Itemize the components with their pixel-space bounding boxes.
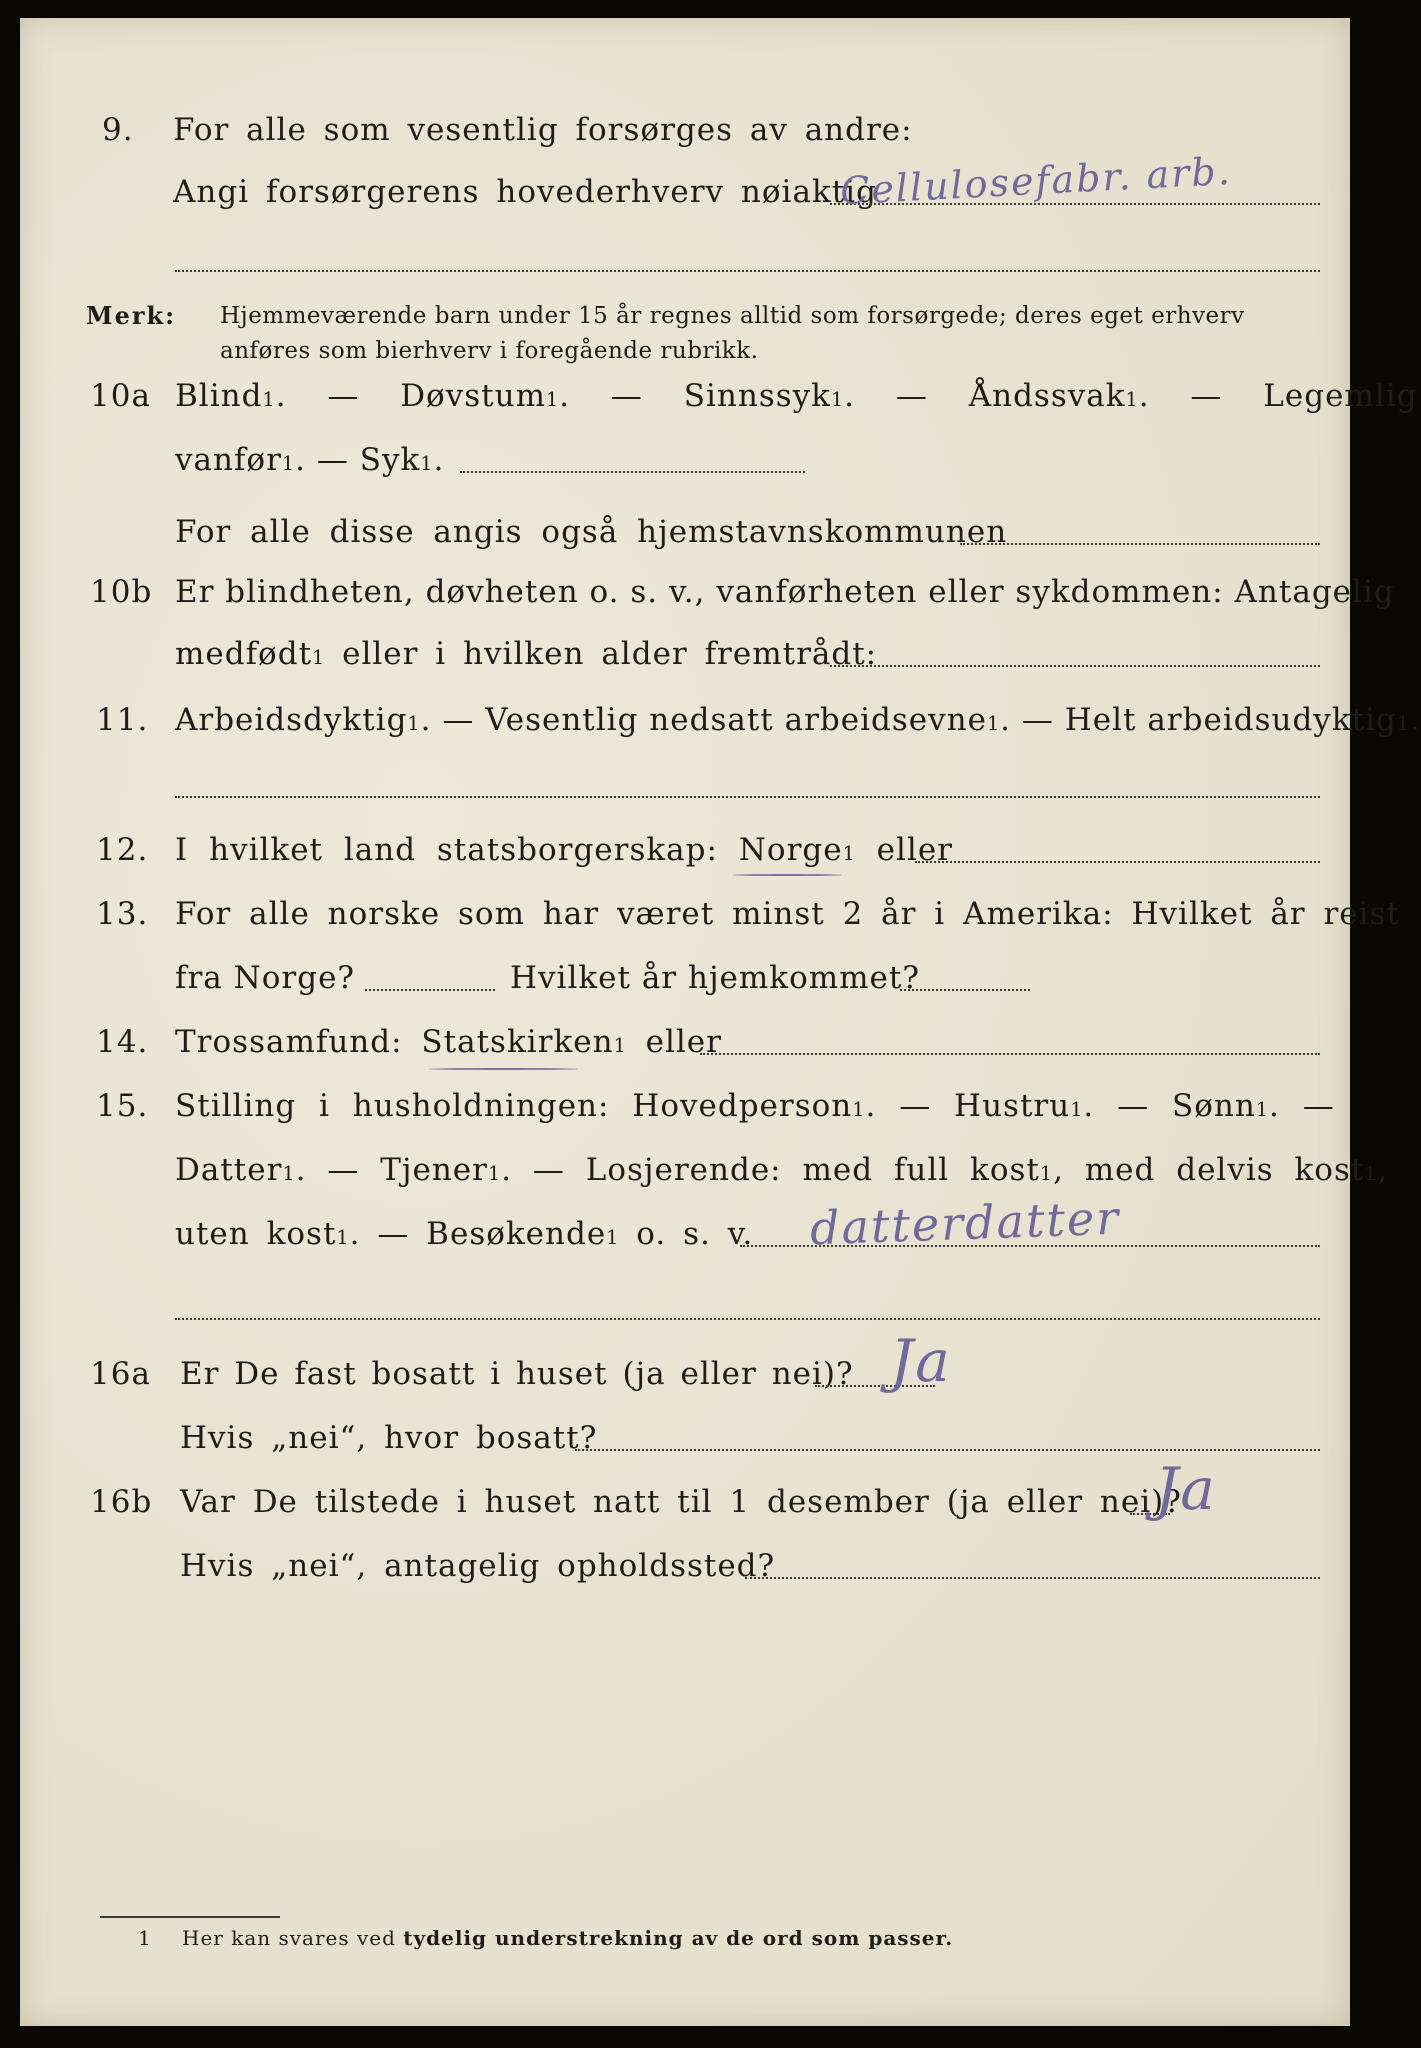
merk-label: Merk: [86,301,176,330]
q9-handwritten-answer: Cellulosefabr. arb. [839,148,1233,214]
q10b-answer-line [830,665,1320,667]
q16a-handwritten-answer: Ja [890,1327,952,1395]
q14-line1: Trossamfund: Statskirken$^1$ eller [175,1024,722,1060]
q9-line2: Angi forsørgerens hovederhverv nøiaktig [173,174,877,210]
q12-norge-underline [732,874,842,876]
q15-number: 15. [96,1088,149,1124]
q9-line1: For alle som vesentlig forsørges av andre: [173,112,913,148]
footnote-separator [100,1916,280,1918]
q16b-line2: Hvis „nei“, antagelig opholdssted? [180,1548,776,1584]
q14-answer-line [700,1053,1320,1055]
q13-number: 13. [96,896,149,932]
q13-line1: For alle norske som har været minst 2 år i Amerika: Hvilket år reist [175,896,1400,932]
q11-number: 11. [96,702,149,738]
q10a-number: 10a [90,378,151,414]
footnote-marker: 1 [138,1926,152,1950]
census-form-page [20,18,1421,2026]
q15-extra-line [175,1318,1320,1320]
q10a-syk-line [460,471,805,473]
footnote-text-plain: Her kan svares ved [182,1926,396,1950]
footnote-text-bold: tydelig understrekning av de ord som passer. [403,1926,954,1950]
q10a-line3: For alle disse angis også hjemstavnskommunen [175,514,1008,550]
q10b-line1: Er blindheten, døvheten o. s. v., vanførheten eller sykdommen: Antagelig [175,574,1395,610]
q16b-number: 16b [90,1484,153,1520]
q16b-opholdssted-line [745,1577,1320,1579]
q11-answer-line [175,796,1320,798]
q16a-line1: Er De fast bosatt i huset (ja eller nei)? [180,1356,854,1392]
q15-handwritten-answer: datterdatter [809,1190,1121,1256]
q9-number: 9. [102,112,134,148]
footnote-text [182,1925,953,1951]
q10a-line2: vanfør$^1$. — Syk$^1$. [175,442,445,478]
q16a-line2: Hvis „nei“, hvor bosatt? [180,1420,598,1456]
q10a-line1: Blind$^1$. — Døvstum$^1$. — Sinnssyk$^1$. — Åndssvak$^1$. — Legemlig [175,378,1418,414]
q15-line3: uten kost$^1$. — Besøkende$^1$ o. s. v. [175,1216,754,1252]
q16a-bosatt-line [575,1449,1320,1451]
merk-line1: Hjemmeværende barn under 15 år regnes alltid som forsørgede; deres eget erhverv [220,303,1245,329]
q16b-line1: Var De tilstede i huset natt til 1 desember (ja eller nei)? [180,1484,1182,1520]
merk-line2: anføres som bierhverv i foregående rubrikk. [220,338,759,364]
q10b-line2: medfødt$^1$ eller i hvilken alder fremtrådt: [175,636,878,672]
q12-line1: I hvilket land statsborgerskap: Norge$^1$ eller [175,832,953,868]
q15-line1: Stilling i husholdningen: Hovedperson$^1$. — Hustru$^1$. — Sønn$^1$. — [175,1088,1335,1124]
q13-reist-line [365,989,495,991]
q14-number: 14. [96,1024,149,1060]
q10a-hjemstavn-line [960,543,1320,545]
q12-number: 12. [96,832,149,868]
q13-hjemkommet-line [900,989,1030,991]
q15-line2: Datter$^1$. — Tjener$^1$. — Losjerende: med full kost$^1$, med delvis kost$^1$, [175,1152,1389,1188]
q14-statskirken-underline [428,1068,578,1070]
q12-answer-line [915,861,1320,863]
q16b-handwritten-answer: Ja [1155,1455,1217,1523]
q9-extra-line [175,270,1320,272]
q11-line1: Arbeidsdyktig$^1$. — Vesentlig nedsatt arbeidsevne$^1$. — Helt arbeidsudyktig$^1$. [175,702,1421,738]
q16a-number: 16a [90,1356,151,1392]
q10b-number: 10b [90,574,153,610]
q13-line2a: fra Norge? [175,960,356,996]
q13-line2b: Hvilket år hjemkommet? [510,960,920,996]
